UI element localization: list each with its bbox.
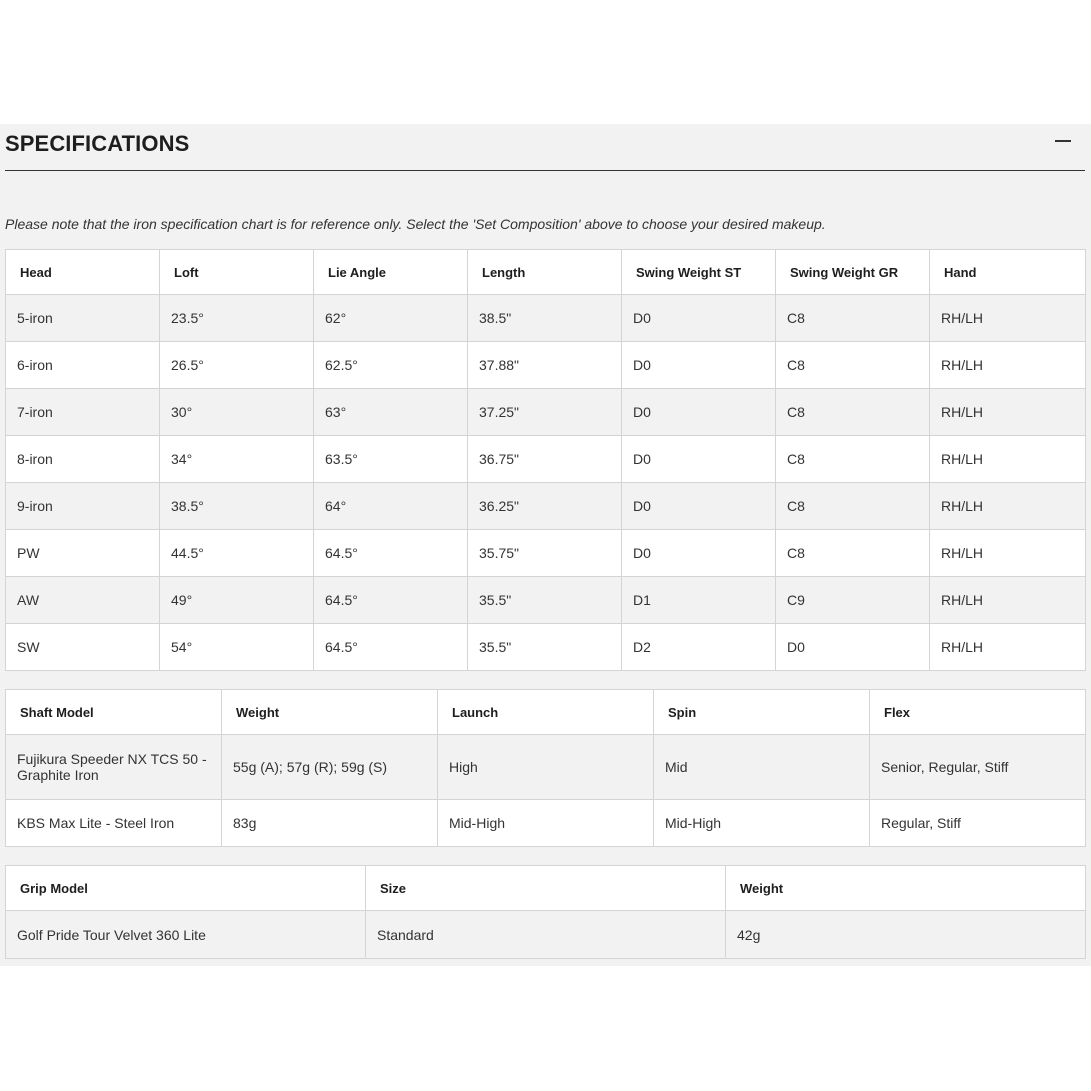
table-cell: 64° <box>314 483 468 530</box>
specifications-header[interactable] <box>5 124 1085 171</box>
table-cell: RH/LH <box>930 483 1086 530</box>
table-cell: 37.88" <box>468 342 622 389</box>
table-row <box>6 577 1086 624</box>
table-cell: D1 <box>622 577 776 624</box>
table-cell: 35.5" <box>468 624 622 671</box>
table-cell: 44.5° <box>160 530 314 577</box>
shaft-spec-table <box>5 689 1086 847</box>
header-cell: Swing Weight GR <box>776 250 930 295</box>
table-row <box>6 483 1086 530</box>
table-cell: C9 <box>776 577 930 624</box>
table-cell: C8 <box>776 483 930 530</box>
table-cell: PW <box>6 530 160 577</box>
table-cell: 42g <box>726 911 1086 959</box>
table-cell: 8-iron <box>6 436 160 483</box>
table-cell: Standard <box>366 911 726 959</box>
header-cell: Swing Weight ST <box>622 250 776 295</box>
table-cell: Regular, Stiff <box>870 800 1086 847</box>
table-row <box>6 436 1086 483</box>
table-cell: RH/LH <box>930 577 1086 624</box>
table-cell: 49° <box>160 577 314 624</box>
table-cell: D0 <box>622 389 776 436</box>
header-cell: Weight <box>222 690 438 735</box>
table-cell: Senior, Regular, Stiff <box>870 735 1086 800</box>
table-cell: RH/LH <box>930 295 1086 342</box>
table-cell: 63.5° <box>314 436 468 483</box>
table-cell: D0 <box>622 342 776 389</box>
table-row <box>6 911 1086 959</box>
table-cell: 62° <box>314 295 468 342</box>
header-cell: Lie Angle <box>314 250 468 295</box>
table-row <box>6 800 1086 847</box>
table-cell: 83g <box>222 800 438 847</box>
table-cell: 64.5° <box>314 624 468 671</box>
iron-spec-table <box>5 249 1086 671</box>
header-cell: Length <box>468 250 622 295</box>
grip-spec-table <box>5 865 1086 959</box>
table-cell: 35.75" <box>468 530 622 577</box>
table-cell: 38.5° <box>160 483 314 530</box>
header-cell: Shaft Model <box>6 690 222 735</box>
table-cell: Golf Pride Tour Velvet 360 Lite <box>6 911 366 959</box>
specifications-panel <box>0 124 1091 966</box>
table-cell: 55g (A); 57g (R); 59g (S) <box>222 735 438 800</box>
table-cell: Mid <box>654 735 870 800</box>
table-cell: 6-iron <box>6 342 160 389</box>
table-cell: 7-iron <box>6 389 160 436</box>
table-cell: 34° <box>160 436 314 483</box>
table-row <box>6 389 1086 436</box>
header-cell: Size <box>366 866 726 911</box>
table-cell: 38.5" <box>468 295 622 342</box>
table-cell: 63° <box>314 389 468 436</box>
table-cell: 54° <box>160 624 314 671</box>
table-cell: C8 <box>776 436 930 483</box>
table-cell: 64.5° <box>314 530 468 577</box>
table-cell: SW <box>6 624 160 671</box>
table-cell: High <box>438 735 654 800</box>
reference-note: Please note that the iron specification chart is for reference only. Select the 'Set Composition' above to choose your desired makeup. <box>5 216 826 232</box>
table-cell: RH/LH <box>930 342 1086 389</box>
table-cell: 9-iron <box>6 483 160 530</box>
table-cell: C8 <box>776 389 930 436</box>
header-cell: Launch <box>438 690 654 735</box>
table-cell: D2 <box>622 624 776 671</box>
header-cell: Spin <box>654 690 870 735</box>
minus-icon[interactable] <box>1055 140 1071 142</box>
table-cell: Mid-High <box>654 800 870 847</box>
table-row <box>6 342 1086 389</box>
section-title: SPECIFICATIONS <box>5 131 190 156</box>
table-cell: D0 <box>622 295 776 342</box>
table-cell: D0 <box>622 530 776 577</box>
table-cell: C8 <box>776 342 930 389</box>
table-cell: 5-iron <box>6 295 160 342</box>
table-cell: Mid-High <box>438 800 654 847</box>
table-cell: 64.5° <box>314 577 468 624</box>
header-cell: Loft <box>160 250 314 295</box>
table-cell: D0 <box>622 483 776 530</box>
table-row <box>6 530 1086 577</box>
header-cell: Weight <box>726 866 1086 911</box>
table-cell: RH/LH <box>930 436 1086 483</box>
table-cell: D0 <box>622 436 776 483</box>
table-cell: C8 <box>776 530 930 577</box>
table-cell: 35.5" <box>468 577 622 624</box>
table-cell: RH/LH <box>930 389 1086 436</box>
header-cell: Hand <box>930 250 1086 295</box>
table-cell: AW <box>6 577 160 624</box>
table-row <box>6 735 1086 800</box>
table-cell: C8 <box>776 295 930 342</box>
table-cell: 36.75" <box>468 436 622 483</box>
table-row <box>6 295 1086 342</box>
table-cell: 30° <box>160 389 314 436</box>
table-row <box>6 624 1086 671</box>
table-header-row <box>6 690 1086 735</box>
header-cell: Grip Model <box>6 866 366 911</box>
table-cell: KBS Max Lite - Steel Iron <box>6 800 222 847</box>
table-cell: 26.5° <box>160 342 314 389</box>
table-cell: 23.5° <box>160 295 314 342</box>
table-cell: RH/LH <box>930 530 1086 577</box>
table-cell: 37.25" <box>468 389 622 436</box>
table-cell: Fujikura Speeder NX TCS 50 - Graphite Iron <box>6 735 222 800</box>
table-cell: 62.5° <box>314 342 468 389</box>
table-header-row <box>6 250 1086 295</box>
table-cell: 36.25" <box>468 483 622 530</box>
table-cell: D0 <box>776 624 930 671</box>
header-cell: Flex <box>870 690 1086 735</box>
table-cell: RH/LH <box>930 624 1086 671</box>
table-header-row <box>6 866 1086 911</box>
header-cell: Head <box>6 250 160 295</box>
